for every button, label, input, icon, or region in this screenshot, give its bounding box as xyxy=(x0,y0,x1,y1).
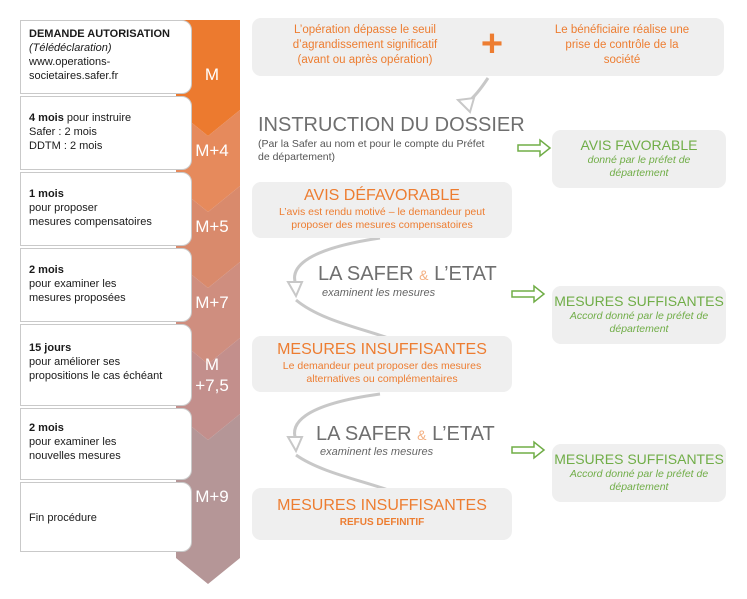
step-examiner xyxy=(20,248,192,322)
mesures-suffisantes-title: MESURES SUFFISANTES xyxy=(554,293,724,309)
mesures-insuffisantes-sub: Le demandeur peut proposer des mesures alternatives ou complémentaires xyxy=(282,360,482,385)
examen2-title xyxy=(316,422,495,447)
examen1-safer: LA SAFER xyxy=(318,263,414,285)
avis-favorable-box xyxy=(552,130,726,188)
step-nouvelles-mesures xyxy=(20,408,192,480)
examen1-title xyxy=(318,262,497,287)
step-proposer xyxy=(20,172,192,246)
step-detail: www.operations- societaires.safer.fr xyxy=(29,56,119,82)
timeline-label-m7: M+7 xyxy=(195,293,229,312)
timeline-label-m75: M +7,5 xyxy=(195,355,229,395)
examen2-sub: examinent les mesures xyxy=(320,446,434,458)
examen2-safer: LA SAFER xyxy=(316,423,412,445)
avis-defavorable-sub: L’avis est rendu motivé – le demandeur peut proposer des mesures compensatoires xyxy=(278,206,486,231)
step-demande xyxy=(20,20,192,94)
trigger-condition-left: L’opération dépasse le seuil d’agrandissement significatif (avant ou après opération) xyxy=(292,24,438,66)
avis-defavorable-title: AVIS DÉFAVORABLE xyxy=(304,187,460,204)
timeline-label-m5: M+5 xyxy=(195,217,229,236)
connector-arrowhead xyxy=(458,98,474,112)
connector-arrow xyxy=(296,300,388,338)
mesures-suffisantes-box-2 xyxy=(552,444,726,502)
examen2-amp: & xyxy=(417,427,427,443)
step-note: (Télédéclaration) xyxy=(29,42,112,54)
timeline-label-m: M xyxy=(204,65,220,84)
green-arrow-icon xyxy=(512,286,544,302)
examen2-etat: L’ETAT xyxy=(432,423,495,445)
examen1-amp: & xyxy=(419,267,429,283)
instruction-title: INSTRUCTION DU DOSSIER xyxy=(258,114,525,136)
step-detail: pour proposer mesures compensatoires xyxy=(29,202,152,228)
mesures-insuffisantes-box-1 xyxy=(252,336,512,392)
step-detail: pour examiner les mesures proposées xyxy=(29,278,126,304)
timeline-label-m4: M+4 xyxy=(195,141,229,160)
mesures-insuffisantes-box-2 xyxy=(252,488,512,540)
examen1-sub: examinent les mesures xyxy=(322,287,436,299)
step-detail: pour améliorer ses propositions le cas échéant xyxy=(29,356,163,382)
trigger-condition-right: Le bénéficiaire réalise une prise de contrôle de la société xyxy=(554,24,690,66)
step-duration: 4 mois xyxy=(29,112,64,124)
timeline-label-m9: M+9 xyxy=(195,487,229,506)
step-instruire xyxy=(20,96,192,170)
step-detail: Safer : 2 mois DDTM : 2 mois xyxy=(29,126,103,152)
avis-favorable-sub: donné par le préfet de département xyxy=(587,154,691,179)
step-duration: 2 mois xyxy=(29,264,64,276)
mesures-suffisantes-box-1 xyxy=(552,286,726,344)
connector-arrow xyxy=(296,455,388,490)
connector-arrowhead xyxy=(288,282,302,296)
mesures-insuffisantes-title: MESURES INSUFFISANTES xyxy=(277,341,487,358)
connector-arrowhead xyxy=(288,437,302,451)
step-ameliorer xyxy=(20,324,192,406)
refus-definitif-label: REFUS DEFINITIF xyxy=(339,517,425,528)
step-detail: pour examiner les nouvelles mesures xyxy=(29,436,121,462)
trigger-box xyxy=(252,18,724,76)
green-arrow-icon xyxy=(512,442,544,458)
step-duration: 1 mois xyxy=(29,188,64,200)
mesures-suffisantes-title: MESURES SUFFISANTES xyxy=(554,451,724,467)
step-detail: Fin procédure xyxy=(29,512,97,524)
mesures-insuffisantes-title: MESURES INSUFFISANTES xyxy=(277,497,487,514)
avis-favorable-title: AVIS FAVORABLE xyxy=(580,137,698,153)
mesures-suffisantes-sub: Accord donné par le préfet de département xyxy=(569,468,709,493)
instruction-subtitle: (Par la Safer au nom et pour le compte du Préfet de département) xyxy=(258,138,485,163)
step-fin xyxy=(20,482,192,552)
mesures-suffisantes-sub: Accord donné par le préfet de département xyxy=(569,310,709,335)
step-duration: 2 mois xyxy=(29,422,64,434)
plus-icon: + xyxy=(480,23,504,65)
step-duration: 15 jours xyxy=(29,342,72,354)
step-title: DEMANDE AUTORISATION xyxy=(29,28,170,40)
avis-defavorable-box xyxy=(252,182,512,238)
step-action: pour instruire xyxy=(63,112,132,124)
examen1-etat: L’ETAT xyxy=(434,263,497,285)
